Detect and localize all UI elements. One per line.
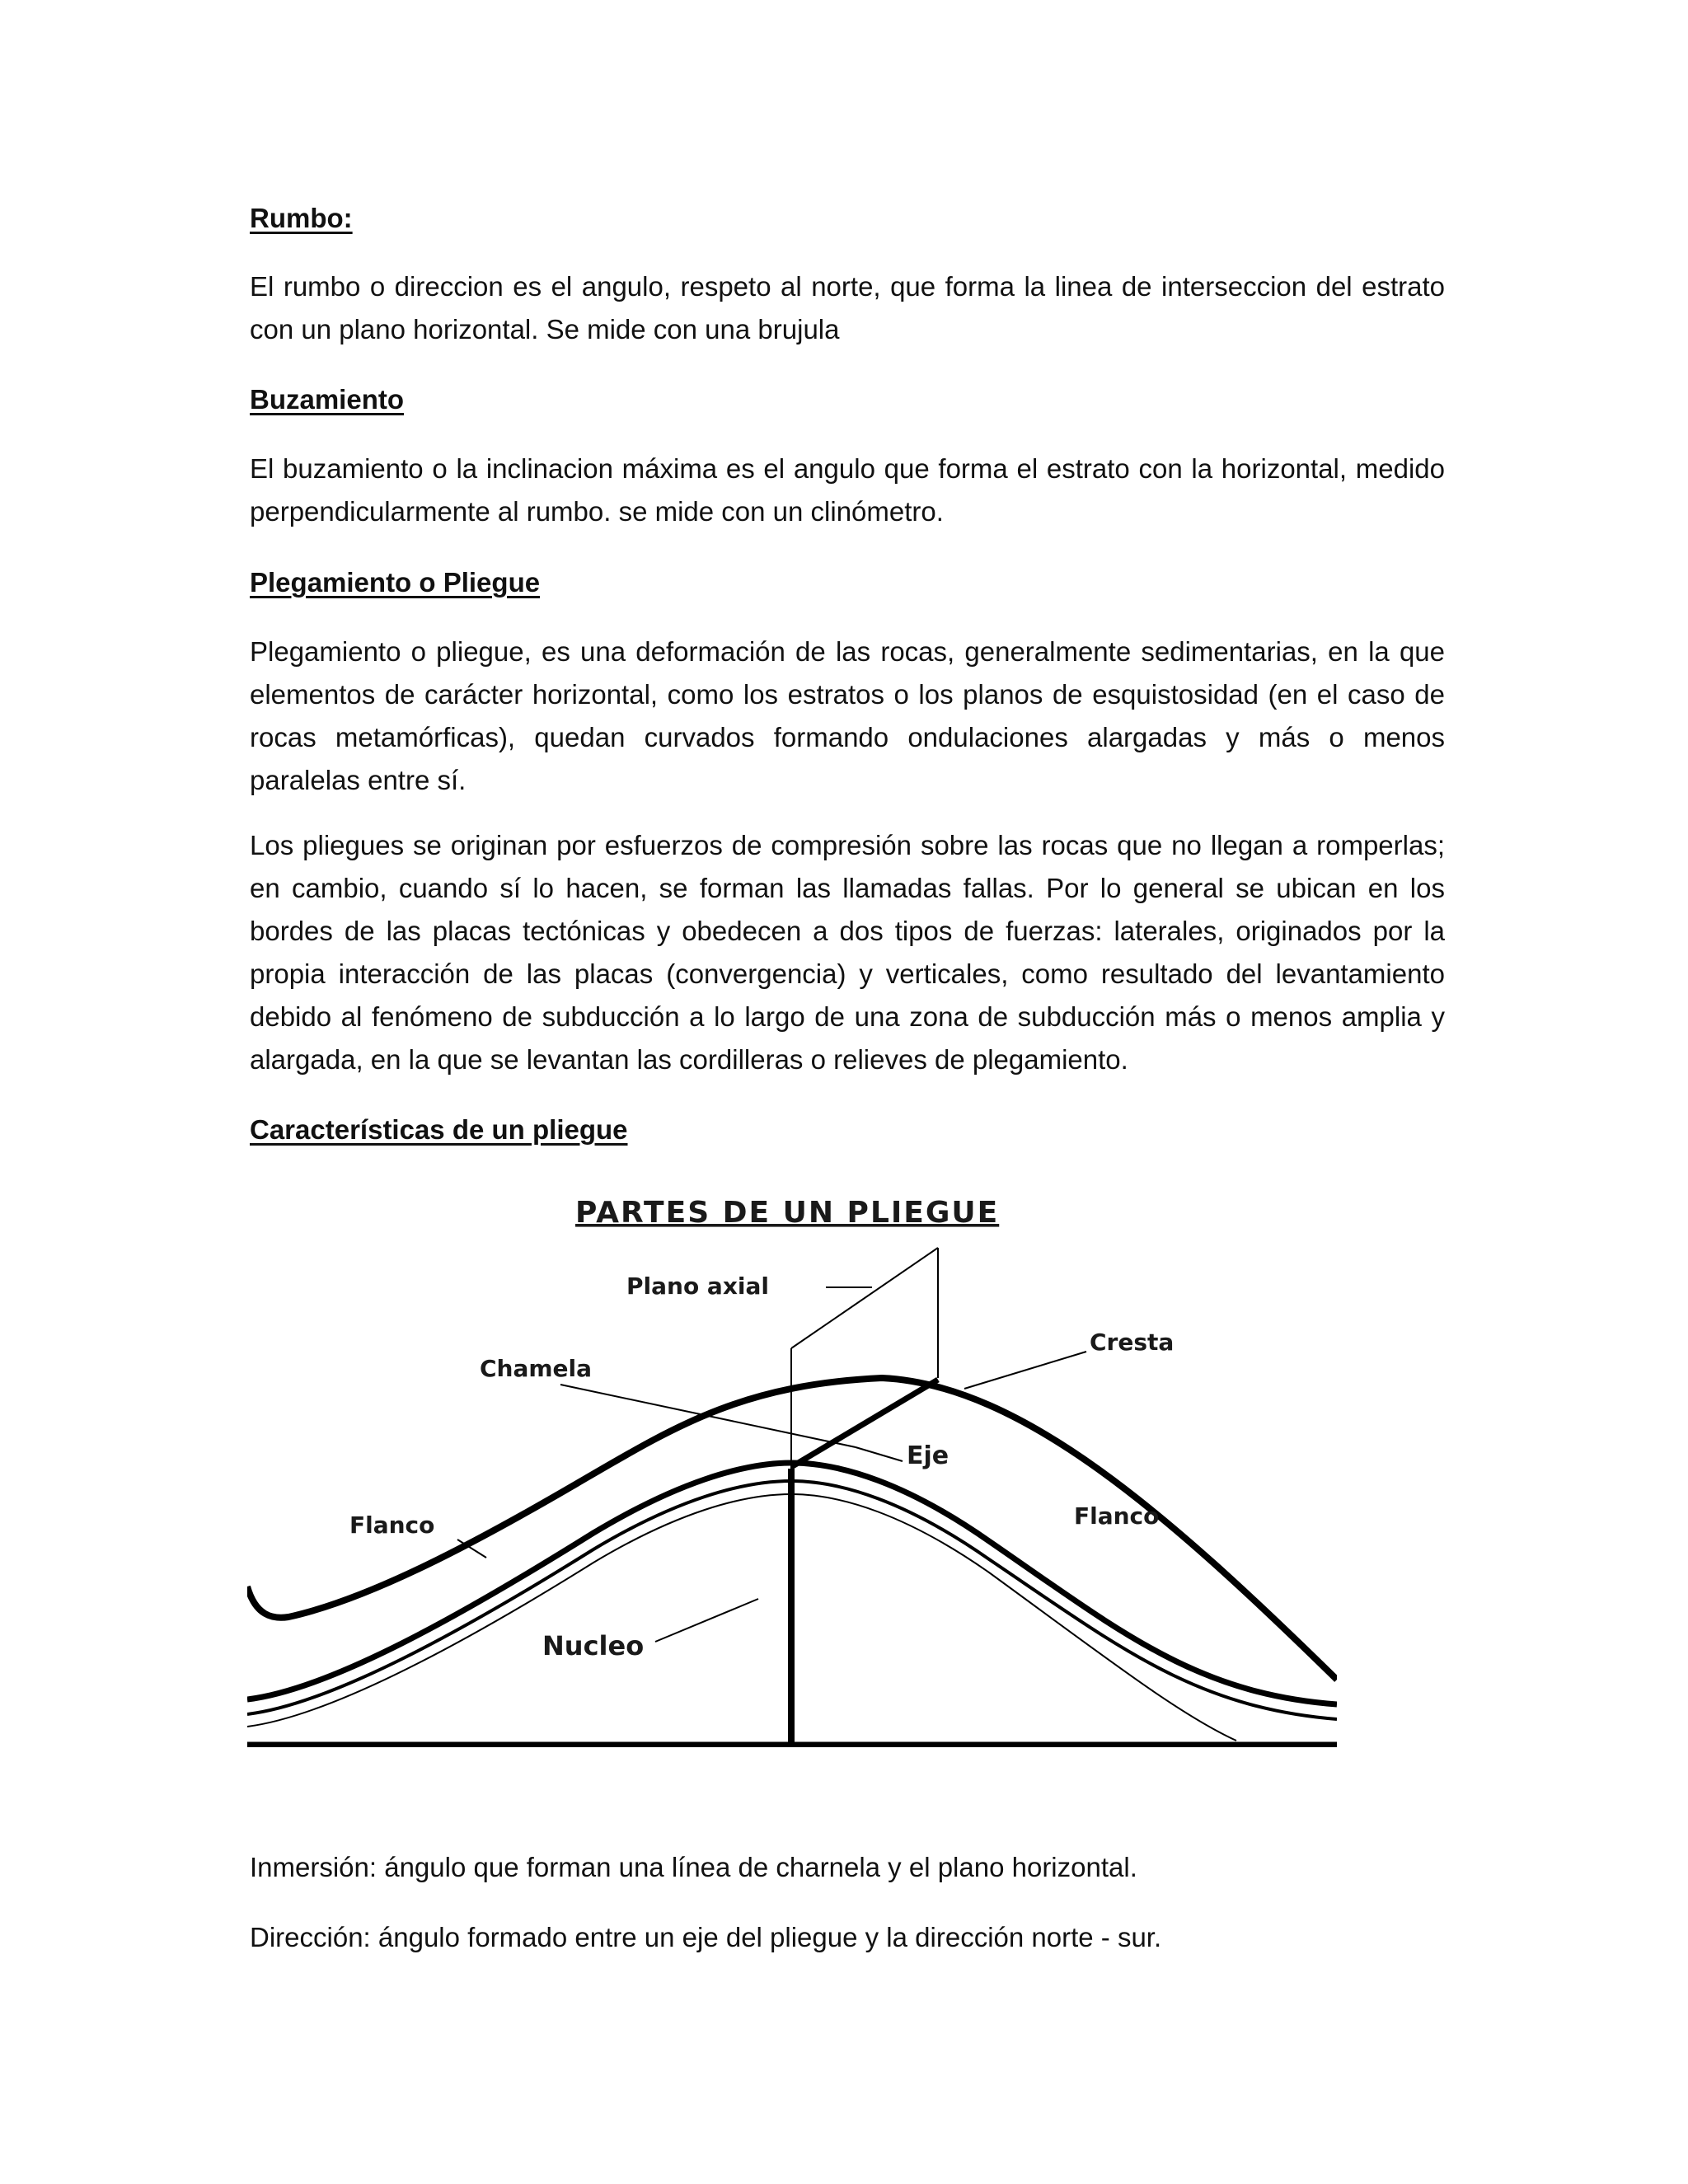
label-flanco-left: Flanco <box>349 1511 435 1539</box>
definition-direccion: Dirección: ángulo formado entre un eje del pliegue y la dirección norte - sur. <box>250 1922 1162 1952</box>
fold-diagram <box>247 1187 1337 1747</box>
paragraph-buzamiento: El buzamiento o la inclinacion máxima es el angulo que forma el estrato con la horizontal, medido perpendicularmente al rumbo. se mide con un clinómetro. <box>250 453 1445 527</box>
label-plano-axial: Plano axial <box>626 1272 769 1300</box>
definition-inmersion: Inmersión: ángulo que forman una línea de charnela y el plano horizontal. <box>250 1852 1137 1882</box>
heading-rumbo: Rumbo: <box>250 203 353 233</box>
paragraph-plegamiento-2: Los pliegues se originan por esfuerzos de compresión sobre las rocas que no llegan a romperlas; en cambio, cuando sí lo hacen, se forman las llamadas fallas. Por lo general se ubican en los bordes de las placas tectónicas y obedecen a dos tipos de fuerzas: laterales, originados por la propia interacción de las placas (convergencia) y verticales, como resultado del levantamiento debido al fenómeno de subducción a lo largo de una zona de subducción más o menos amplia y alargada, en la que se levantan las cordilleras o relieves de plegamiento. <box>250 830 1445 1075</box>
leader-eje <box>856 1447 903 1461</box>
diagram-title: PARTES DE UN PLIEGUE <box>575 1196 1000 1230</box>
fold-diagram-svg <box>247 1187 1337 1747</box>
label-nucleo: Nucleo <box>542 1630 645 1661</box>
paragraph-plegamiento-1: Plegamiento o pliegue, es una deformación de las rocas, generalmente sedimentarias, en la que elementos de carácter horizontal, como los estratos o los planos de esquistosidad (en el caso de rocas metamórficas), quedan curvados formando ondulaciones alargadas y más o menos paralelas entre sí. <box>250 636 1445 795</box>
heading-plegamiento: Plegamiento o Pliegue <box>250 567 541 598</box>
label-cresta: Cresta <box>1090 1329 1175 1356</box>
label-flanco-right: Flanco <box>1074 1502 1160 1530</box>
heading-caracteristicas: Características de un pliegue <box>250 1114 628 1145</box>
leader-chamela <box>560 1385 856 1447</box>
leader-nucleo <box>655 1599 758 1642</box>
heading-buzamiento: Buzamiento <box>250 384 405 415</box>
label-chamela: Chamela <box>480 1355 593 1382</box>
axial-plane-top-edge <box>791 1248 938 1348</box>
paragraph-rumbo: El rumbo o direccion es el angulo, respeto al norte, que forma la linea de interseccion del estrato con un plano horizontal. Se mide con una brujula <box>250 271 1445 344</box>
leader-cresta <box>964 1352 1086 1389</box>
label-eje: Eje <box>907 1441 950 1470</box>
